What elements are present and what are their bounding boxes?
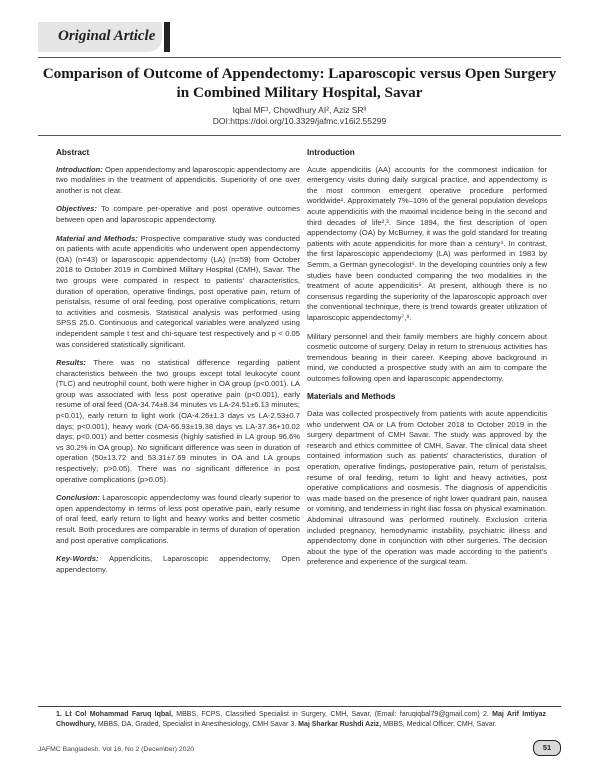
objectives-text: To compare per-operative and post operative outcomes between open and laparoscopic appendectomy. xyxy=(56,204,300,224)
intro-label: Introduction: xyxy=(56,164,103,174)
author2-details: MBBS, DA, Graded, Specialist in Anesthesiology, CMH Savar 3. xyxy=(97,721,297,728)
conclusion-text: Laparoscopic appendectomy was found clearly superior to open appendectomy in terms of less post operative pain, early resume of oral feed, early return to light and heavy works and better cosmetic result. Both procedures are comparable in terms of duration of operation and post operative complications. xyxy=(56,493,300,545)
author-list: Iqbal MF¹, Chowdhury AI², Aziz SR³ xyxy=(232,105,367,115)
results-label: Results: xyxy=(56,358,86,368)
abstract-heading: Abstract xyxy=(56,148,90,157)
author-affiliations xyxy=(56,710,546,730)
abstract-introduction xyxy=(56,165,300,197)
article-type-tag xyxy=(38,22,162,52)
author3-details: MBBS, Medical Officer, CMH, Savar. xyxy=(383,721,497,728)
tag-accent-bar xyxy=(164,22,170,52)
body-column xyxy=(307,148,547,576)
conclusion-label: Conclusion: xyxy=(56,493,100,503)
author1-name: 1. Lt Col Mohammad Faruq Iqbal, xyxy=(56,711,173,718)
objectives-label: Objectives: xyxy=(56,204,97,214)
introduction-paragraph-1: Acute appendicitis (AA) accounts for the commonest indication for emergency visits during daily surgical practice, and appendectomy is the most common emergent operative procedure performed worldwide¹. Approximately 7%–10% of the general population develops acute appendicitis with the maximal incidence being in the second and third decades of life²,³. Since 1894, the first description of open appendectomy (OA) by McBurney, it was the gold standard for treating patients with acute appendicitis for more than a century⁴. In contrast, the first laparoscopic appendectomy (LA) was performed in 1983 by Semm, a German gynecologist⁵. In the developing countries only a few studies have been conducted comparing the two modalities in the treatment of acute appendicitis⁶. At present, although there is no consensus regarding the superiority of the laparoscopic approach over the conventional technique, there is trend towards greater utilization of laparoscopic appendectomy⁷,⁸. xyxy=(307,164,547,322)
intro-text: Open appendectomy and laparoscopic appendectomy are two modalities in the treatment of appendicitis. Superiority of one over another is not clear. xyxy=(56,164,300,195)
materials-paragraph-1: Data was collected prospectively from patients with acute appendicitis who underwent OA or LA from October 2018 to October 2019 in the surgery department of CMH Savar. The study was approved by the research and ethics committee of CMH, Savar. The clinical data sheet contained information such as patients' characteristics, duration of operation, operative findings, postoperative pain, return of peristalsis, resume of oral feeding, return to light and heavy activities, post operative complications and cosmesis. The diagnosis of appendicitis was made based on the presence of right lower quadrant pain, nausea or vomiting, and tenderness in right iliac fossa on physical examination. Abdominal ultrasound was performed routinely. Exclusion criteria included pregnancy, hemodynamic instability, psychiatric illness and appendectomy done in conjunction with other surgeries. The decision about the type of the operation was made according to the patient's preference and experience of the surgical team. xyxy=(307,409,547,567)
journal-citation: JAFMC Bangladesh. Vol 16, No 2 (December) 2020 xyxy=(38,746,195,753)
methods-label: Material and Methods: xyxy=(56,233,138,243)
author2-name: Maj Arif Imtiyaz Chowdhury, xyxy=(56,711,546,728)
introduction-heading: Introduction xyxy=(307,148,355,157)
keywords-label: Key-Words: xyxy=(56,554,99,564)
article-title: Comparison of Outcome of Appendectomy: Laparoscopic versus Open Surgery in Combined Military Hospital, Savar xyxy=(42,65,557,101)
page-number-badge: 51 xyxy=(533,740,561,756)
title-rule xyxy=(38,135,561,136)
doi-link[interactable]: DOI:https://doi.org/10.3329/jafmc.v16i2.55299 xyxy=(212,116,387,126)
abstract-methods xyxy=(56,234,300,351)
abstract-column xyxy=(56,148,300,583)
abstract-results xyxy=(56,358,300,485)
abstract-conclusion xyxy=(56,493,300,546)
introduction-paragraph-2: Military personnel and their family members are highly concern about cosmetic outcome of surgery. Delay in return to strenuous activities has tremendous bearing in their career. Keeping above background in mind, we conducted a prospective study with an aim to compare the outcomes following open and laparoscopic appendectomy. xyxy=(307,331,547,383)
keywords-text: Appendicitis, Laparoscopic appendectomy, Open appendectomy. xyxy=(56,554,300,574)
author3-name: Maj Sharkar Rushdi Aziz, xyxy=(298,721,382,728)
methods-text: Prospective comparative study was conducted on patients with acute appendicitis who underwent open appendectomy (OA) (n=43) or laparoscopic appendectomy (LA) (n=59) from October 2018 to October 2019 in Combined Military Hospital (CMH), Savar. The two groups were compared in respect to patients' characteristics, duration of operation, operative findings, post operative pain, return of peristalsis, resume of oral feeding, post operative complications, return to activities and cosmesis. Statistical analysis was performed using SPSS 25.0. Continuous and categorical variables were analyzed using independent sample t test and chi-square test respectively and p < 0.05 was considered statistically significant. xyxy=(56,233,300,349)
footnote-rule xyxy=(38,706,561,707)
materials-heading: Materials and Methods xyxy=(307,392,396,402)
author1-details: MBBS, FCPS, Classified Specialist in Surgery, CMH, Savar, (Email: faruqiqbal79@gmail.com) 2. xyxy=(176,711,489,718)
abstract-keywords xyxy=(56,554,300,575)
results-text: There was no statistical difference regarding patient characteristics between the two groups except total leukocyte count (TLC) and neutrophil count, both were higher in OA group (p<0.001). LA group was associated with less post operative pain (p<0.001), early resume of oral feed (OA-34.74±8.34 minutes vs LA-24.51±6.13 minutes; p<0.01), early return to light work (OA-4.26±1.3 days vs LA-2.53±0.7 days; p<0.001), heavy work (OA-66.93±19.38 days vs LA-37.36+10.02 days; p<0.001) and better cosmesis (highly satisfied in LA group 96.6% vs 30.2% in OA group). No significant difference was seen in duration of operation (50±13.72 and 53.31±7.69 minutes in OA and LA groups respectively; p>0.05). There was no significant difference in post operative complications (p>0.05). xyxy=(56,358,300,484)
article-type-label: Original Article xyxy=(58,28,156,44)
header-rule xyxy=(38,57,561,58)
abstract-objectives xyxy=(56,204,300,225)
